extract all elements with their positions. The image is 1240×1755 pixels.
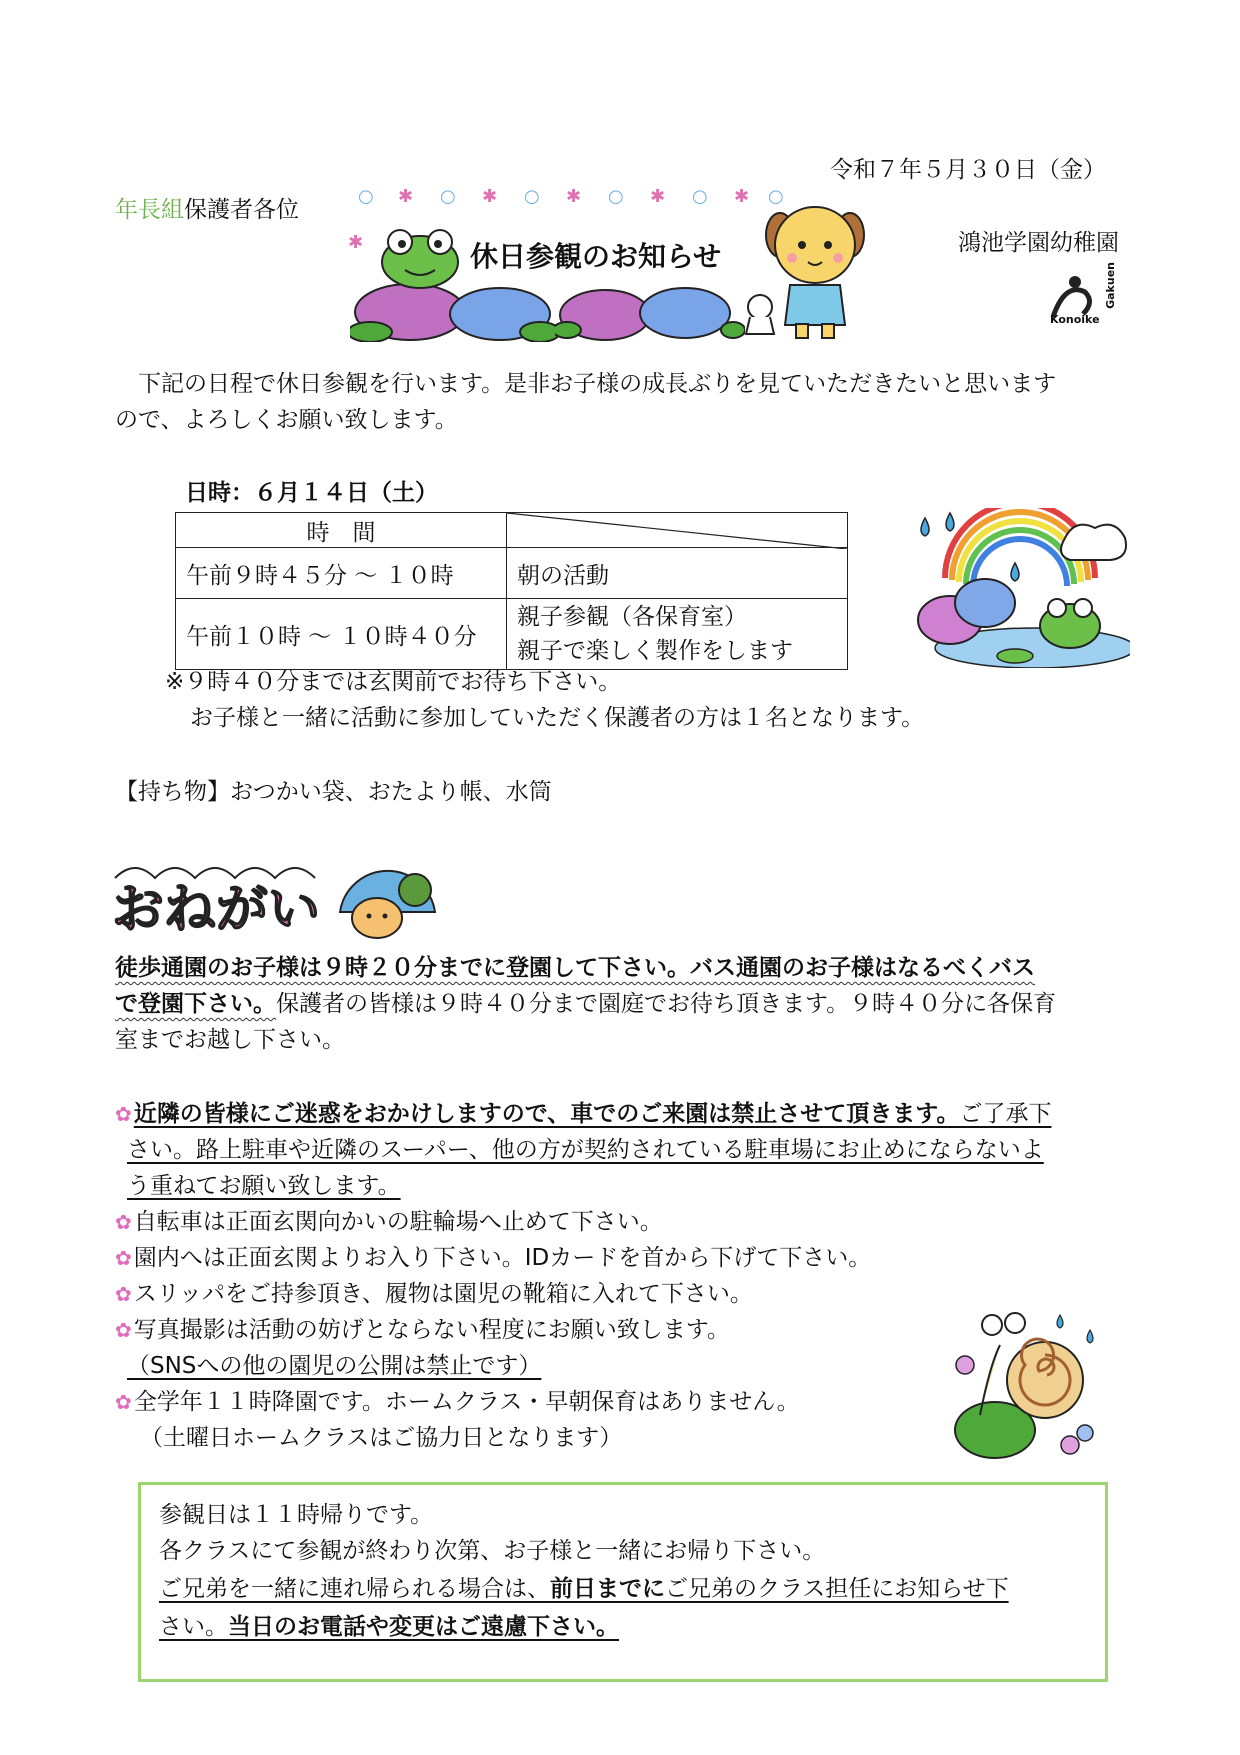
intro-line-2: ので、よろしくお願い致します。 (115, 407, 458, 433)
logo-text-gakuen: Gakuen (1104, 262, 1117, 309)
decorative-dots: ○ ✱ ○ ✱ ○ ✱ ○ ✱ ○ ✱ ○ (358, 186, 784, 207)
schedule-note-1: ※９時４０分までは玄関前でお待ち下さい。 (165, 669, 622, 695)
row1-time: 午前９時４５分 ～ １０時 (176, 548, 507, 599)
row2-time: 午前１０時 ～ １０時４０分 (176, 599, 507, 670)
dog-character-illustration (760, 200, 870, 340)
rainbow-frog-illustration (905, 508, 1130, 668)
onegai-line-2-bold: で登園下さい。 (115, 991, 276, 1017)
bullet-entrance: ✿園内へは正面玄関よりお入り下さい。IDカードを首から下げて下さい。 (115, 1245, 872, 1271)
onegai-heading: おねがい (112, 880, 321, 940)
row2-content (507, 599, 848, 670)
flower-icon: ✿ (115, 1210, 132, 1234)
box-line-4: さい。当日のお電話や変更はご遠慮下さい。 (159, 1614, 619, 1640)
intro-line-1: 下記の日程で休日参観を行います。是非お子様の成長ぶりを見ていただきたいと思います (115, 371, 1057, 397)
flower-icon: ✿ (115, 1390, 132, 1414)
schedule-note-2: お子様と一緒に活動に参加していただく保護者の方は１名となります。 (190, 705, 925, 731)
recipient-line (115, 192, 299, 228)
page-title: 休日参観のお知らせ (470, 240, 722, 273)
bullet-dismissal: ✿全学年１１時降園です。ホームクラス・早朝保育はありません。 (115, 1389, 800, 1415)
star-icon: ✱ (348, 232, 364, 253)
schedule-date: 日時：６月１４日（土） (185, 480, 438, 506)
row2-content-line1: 親子参観（各保育室） (517, 604, 747, 630)
bullet-parking (115, 1096, 1051, 1132)
onegai-line-2-rest: 保護者の皆様は９時４０分まで園庭でお待ち頂きます。９時４０分に各保育 (276, 991, 1057, 1017)
table-header-time: 時 間 (176, 513, 507, 548)
flower-icon: ✿ (115, 1246, 132, 1270)
onegai-line-1: 徒歩通園のお子様は９時２０分までに登園して下さい。バス通園のお子様はなるべくバス (115, 955, 1035, 981)
onegai-line-2 (115, 986, 1056, 1022)
schedule-table (175, 512, 848, 670)
table-row (176, 599, 848, 670)
bullet-dismissal-line-2: （土曜日ホームクラスはご協力日となります） (140, 1425, 623, 1451)
onegai-line-3: 室までお越し下さい。 (115, 1027, 345, 1053)
hydrangea-illustration (555, 280, 745, 345)
bullet-parking-bold: 近隣の皆様にご迷惑をおかけしますので、車でのご来園は禁止させて頂きます。 (133, 1101, 960, 1127)
bullet-parking-line-2: さい。路上駐車や近隣のスーパー、他の方が契約されている駐車場にお止めにならないよ (127, 1137, 1044, 1163)
bullet-bicycle: ✿自転車は正面玄関向かいの駐輪場へ止めて下さい。 (115, 1209, 663, 1235)
box-line-4-bold: 当日のお電話や変更はご遠慮下さい。 (228, 1614, 619, 1640)
table-header-diagonal (507, 513, 848, 548)
bullet-photo-line-2: （SNSへの他の園児の公開は禁止です） (127, 1353, 542, 1379)
flower-icon: ✿ (115, 1102, 132, 1126)
flower-icon: ✿ (115, 1282, 132, 1306)
flower-icon: ✿ (115, 1318, 132, 1342)
snail-illustration (950, 1305, 1100, 1465)
recipient-rest: 保護者各位 (184, 197, 299, 223)
bullet-slippers: ✿スリッパをご持参頂き、履物は園児の靴箱に入れて下さい。 (115, 1281, 753, 1307)
belongings: 【持ち物】おつかい袋、おたより帳、水筒 (115, 779, 552, 805)
box-line-2: 各クラスにて参観が終わり次第、お子様と一緒にお帰り下さい。 (159, 1538, 826, 1564)
document-date: 令和７年５月３０日（金） (830, 157, 1106, 183)
bullet-parking-rest: ご了承下 (959, 1101, 1052, 1127)
box-line-3: ご兄弟を一緒に連れ帰られる場合は、前日までにご兄弟のクラス担任にお知らせ下 (159, 1576, 1009, 1602)
logo-text-konoike: Konoike (1050, 313, 1100, 326)
row2-content-line2: 親子で楽しく製作をします (517, 638, 793, 664)
school-name: 鴻池学園幼稚園 (958, 230, 1119, 256)
recipient-grade: 年長組 (115, 197, 184, 223)
notice-box (138, 1482, 1108, 1682)
box-line-1: 参観日は１１時帰りです。 (159, 1502, 434, 1528)
bullet-photo: ✿写真撮影は活動の妨げとならない程度にお願い致します。 (115, 1317, 730, 1343)
bullet-parking-line-3: う重ねてお願い致します。 (127, 1173, 401, 1199)
row1-content: 朝の活動 (507, 548, 848, 599)
cat-umbrella-illustration (335, 862, 440, 942)
table-row (176, 548, 848, 599)
